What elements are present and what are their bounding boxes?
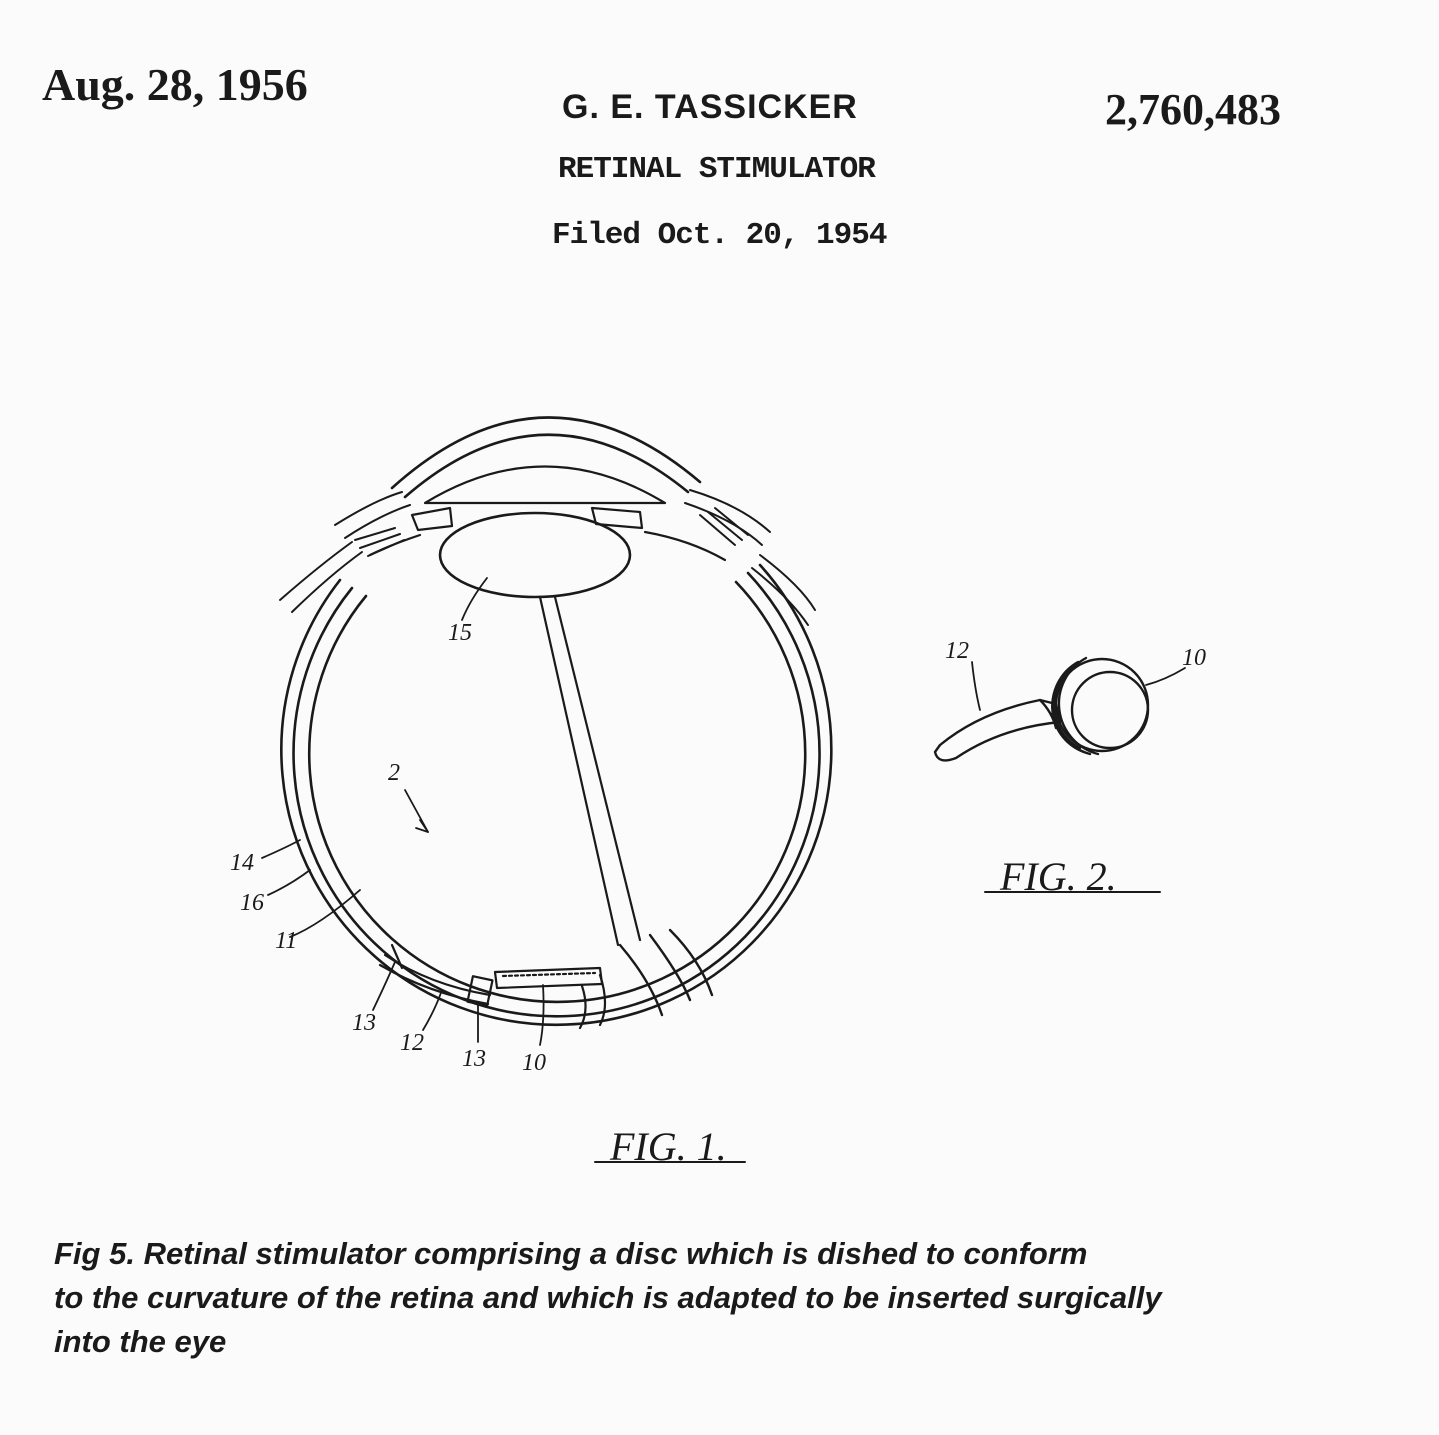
figure-2-label: FIG. 2. — [1000, 854, 1117, 899]
patent-date: Aug. 28, 1956 — [42, 59, 308, 110]
patent-title: RETINAL STIMULATOR — [558, 152, 875, 187]
ref-14: 14 — [230, 850, 254, 876]
ref-13-left: 13 — [352, 1010, 376, 1036]
ref-13-right: 13 — [462, 1046, 486, 1072]
caption-line-3: into the eye — [54, 1324, 227, 1359]
iris — [370, 508, 725, 560]
ref-10: 10 — [522, 1050, 546, 1076]
device-arm-12 — [935, 700, 1060, 760]
caption-line-1: Fig 5. Retinal stimulator comprising a disc which is dished to conform — [54, 1236, 1088, 1271]
ref-12: 12 — [400, 1030, 424, 1056]
figure-caption — [54, 1232, 1414, 1364]
ref-16: 16 — [240, 890, 264, 916]
lens — [440, 513, 630, 597]
fig2-ref-10: 10 — [1182, 645, 1206, 671]
ref-11: 11 — [275, 928, 298, 954]
figure-1-label: FIG. 1. — [610, 1124, 727, 1169]
figure-1-eye-section — [230, 417, 831, 1169]
fig2-ref-12: 12 — [945, 638, 969, 664]
hyaloid-canal — [540, 597, 640, 945]
anterior-chamber — [425, 467, 665, 504]
figure-2-device — [935, 638, 1206, 899]
filed-date: Filed Oct. 20, 1954 — [552, 218, 887, 253]
patent-number: 2,760,483 — [1105, 85, 1281, 134]
caption-line-2: to the curvature of the retina and which is adapted to be inserted surgically — [54, 1280, 1162, 1315]
leader-lines — [262, 578, 544, 1045]
ref-15: 15 — [448, 620, 472, 646]
device-disc-10 — [1052, 658, 1148, 754]
inventor-name: G. E. TASSICKER — [562, 88, 858, 126]
ref-2: 2 — [388, 760, 400, 786]
figure-2-leaders — [972, 662, 1185, 710]
